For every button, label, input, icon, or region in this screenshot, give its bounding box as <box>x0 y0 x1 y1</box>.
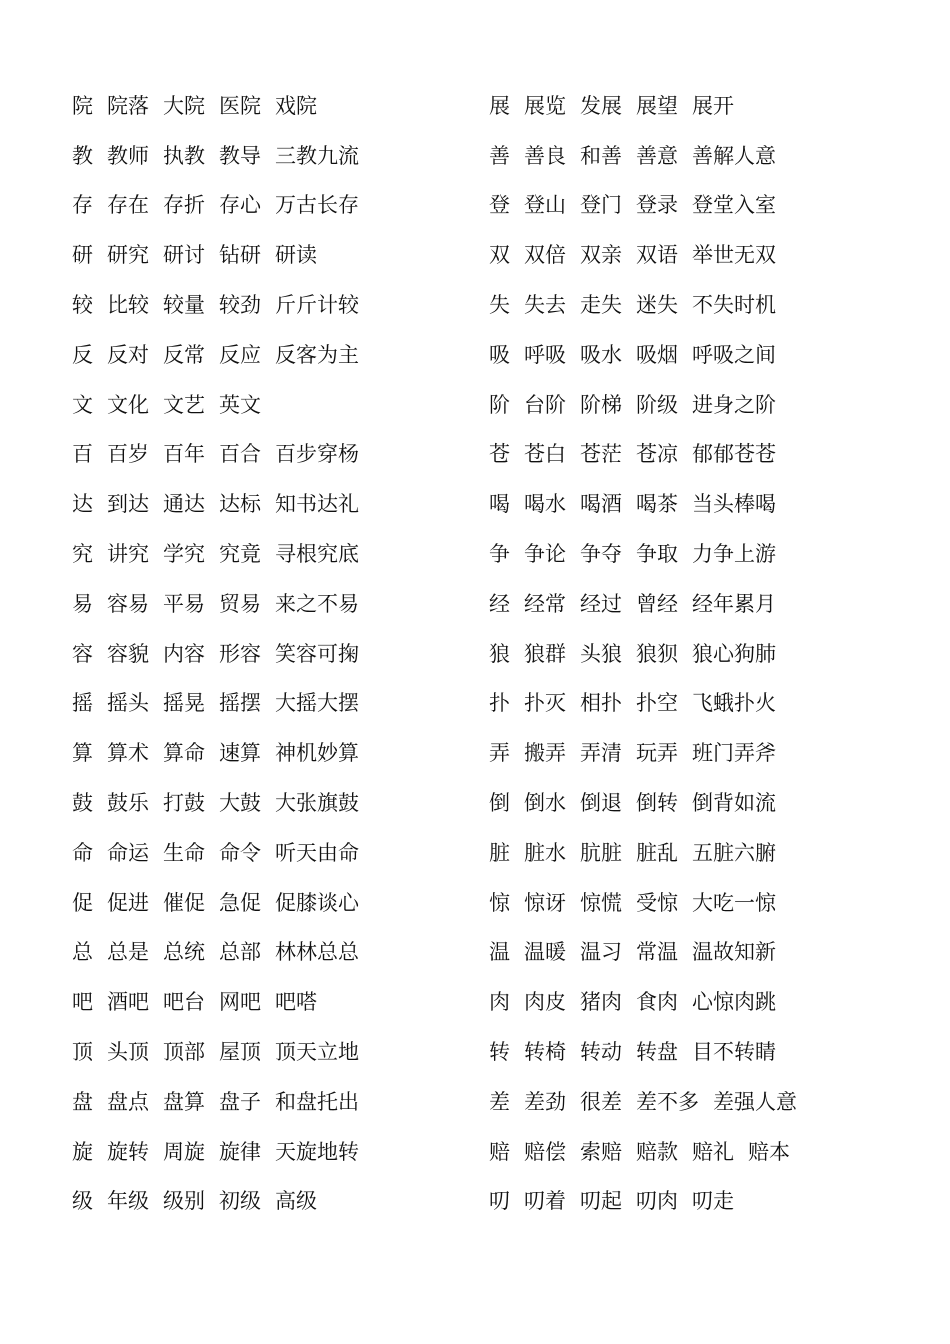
vocab-word: 寻根究底 <box>275 542 359 567</box>
vocab-row <box>489 229 811 279</box>
vocab-word: 展望 <box>636 93 678 118</box>
vocab-row <box>72 478 373 528</box>
vocab-word: 扑灭 <box>524 691 566 716</box>
head-character: 差 <box>489 1089 510 1114</box>
vocab-word: 倒水 <box>524 791 566 816</box>
vocab-word: 研讨 <box>163 243 205 268</box>
vocab-word: 形容 <box>219 641 261 666</box>
vocab-word: 双倍 <box>524 243 566 268</box>
vocab-word: 吸烟 <box>636 342 678 367</box>
vocab-word: 心惊肉跳 <box>692 990 776 1015</box>
vocab-row <box>72 1026 373 1076</box>
vocab-word: 学究 <box>163 542 205 567</box>
vocab-word: 容易 <box>107 591 149 616</box>
vocab-word: 善解人意 <box>692 143 776 168</box>
vocab-word: 脏乱 <box>636 840 678 865</box>
vocab-word: 鼓乐 <box>107 791 149 816</box>
vocab-word: 摇晃 <box>163 691 205 716</box>
vocab-row <box>489 1176 811 1226</box>
vocab-word: 百岁 <box>107 442 149 467</box>
vocab-word: 大张旗鼓 <box>275 791 359 816</box>
vocab-word: 文化 <box>107 392 149 417</box>
vocab-word: 级别 <box>163 1189 205 1214</box>
vocab-row <box>489 877 811 927</box>
vocab-word: 生命 <box>163 840 205 865</box>
vocab-word: 双亲 <box>580 243 622 268</box>
vocab-word: 百步穿杨 <box>275 442 359 467</box>
vocab-word: 惊慌 <box>580 890 622 915</box>
vocab-word: 钻研 <box>219 243 261 268</box>
head-character: 弄 <box>489 741 510 766</box>
vocab-word: 听天由命 <box>275 840 359 865</box>
vocab-word: 来之不易 <box>275 591 359 616</box>
right-column <box>489 80 811 1225</box>
vocab-row <box>72 578 373 628</box>
vocab-word: 平易 <box>163 591 205 616</box>
vocab-word: 促膝谈心 <box>275 890 359 915</box>
vocab-word: 狼狈 <box>636 641 678 666</box>
vocab-word: 反常 <box>163 342 205 367</box>
vocab-word: 登堂入室 <box>692 193 776 218</box>
head-character: 争 <box>489 542 510 567</box>
vocab-word: 登录 <box>636 193 678 218</box>
vocab-row <box>489 827 811 877</box>
vocab-word: 反客为主 <box>275 342 359 367</box>
vocab-word: 食肉 <box>636 990 678 1015</box>
head-character: 双 <box>489 243 510 268</box>
vocab-word: 曾经 <box>636 591 678 616</box>
vocab-word: 高级 <box>275 1189 317 1214</box>
vocab-word: 差不多 <box>636 1089 699 1114</box>
vocab-word: 初级 <box>219 1189 261 1214</box>
vocab-word: 发展 <box>580 93 622 118</box>
vocab-word: 猪肉 <box>580 990 622 1015</box>
vocab-word: 反应 <box>219 342 261 367</box>
vocab-row <box>489 379 811 429</box>
vocab-word: 常温 <box>636 940 678 965</box>
vocab-word: 执教 <box>163 143 205 168</box>
vocab-word: 脏水 <box>524 840 566 865</box>
vocab-word: 赔礼 <box>692 1139 734 1164</box>
head-character: 文 <box>72 392 93 417</box>
vocab-word: 贸易 <box>219 591 261 616</box>
head-character: 肉 <box>489 990 510 1015</box>
vocab-word: 温故知新 <box>692 940 776 965</box>
vocab-row <box>489 1026 811 1076</box>
vocab-word: 命令 <box>219 840 261 865</box>
vocab-word: 进身之阶 <box>692 392 776 417</box>
head-character: 登 <box>489 193 510 218</box>
vocab-row <box>489 180 811 230</box>
vocab-word: 教导 <box>219 143 261 168</box>
vocab-word: 盘子 <box>219 1089 261 1114</box>
vocab-word: 苍茫 <box>580 442 622 467</box>
vocab-row <box>72 976 373 1026</box>
head-character: 倒 <box>489 791 510 816</box>
head-character: 命 <box>72 840 93 865</box>
vocab-word: 惊讶 <box>524 890 566 915</box>
head-character: 经 <box>489 591 510 616</box>
head-character: 吧 <box>72 990 93 1015</box>
vocab-word: 叨起 <box>580 1189 622 1214</box>
vocab-word: 研读 <box>275 243 317 268</box>
vocab-word: 差劲 <box>524 1089 566 1114</box>
head-character: 院 <box>72 93 93 118</box>
vocab-word: 吸水 <box>580 342 622 367</box>
head-character: 究 <box>72 542 93 567</box>
head-character: 达 <box>72 492 93 517</box>
vocab-row <box>72 827 373 877</box>
vocab-word: 教师 <box>107 143 149 168</box>
vocab-word: 文艺 <box>163 392 205 417</box>
head-character: 阶 <box>489 392 510 417</box>
vocab-word: 万古长存 <box>275 193 359 218</box>
vocab-word: 转盘 <box>636 1040 678 1065</box>
vocab-row <box>72 678 373 728</box>
vocab-word: 急促 <box>219 890 261 915</box>
vocab-row <box>72 1126 373 1176</box>
head-character: 容 <box>72 641 93 666</box>
vocab-row <box>72 1076 373 1126</box>
vocab-word: 通达 <box>163 492 205 517</box>
vocab-word: 阶梯 <box>580 392 622 417</box>
head-character: 摇 <box>72 691 93 716</box>
vocab-row <box>489 678 811 728</box>
vocab-word: 存心 <box>219 193 261 218</box>
vocab-word: 医院 <box>219 93 261 118</box>
head-character: 级 <box>72 1189 93 1214</box>
vocab-word: 盘算 <box>163 1089 205 1114</box>
vocab-row <box>72 628 373 678</box>
head-character: 狼 <box>489 641 510 666</box>
vocab-word: 斤斤计较 <box>275 293 359 318</box>
vocab-word: 受惊 <box>636 890 678 915</box>
vocab-word: 屋顶 <box>219 1040 261 1065</box>
vocab-word: 登山 <box>524 193 566 218</box>
vocab-word: 温习 <box>580 940 622 965</box>
vocab-word: 总是 <box>107 940 149 965</box>
vocab-word: 速算 <box>219 741 261 766</box>
head-character: 吸 <box>489 342 510 367</box>
vocab-word: 飞蛾扑火 <box>692 691 776 716</box>
vocab-word: 研究 <box>107 243 149 268</box>
head-character: 鼓 <box>72 791 93 816</box>
vocab-row <box>489 429 811 479</box>
head-character: 扑 <box>489 691 510 716</box>
vocab-word: 总部 <box>219 940 261 965</box>
vocab-row <box>489 727 811 777</box>
vocab-word: 赔偿 <box>524 1139 566 1164</box>
vocab-word: 反对 <box>107 342 149 367</box>
vocab-word: 比较 <box>107 293 149 318</box>
vocab-word: 争夺 <box>580 542 622 567</box>
vocab-word: 大吃一惊 <box>692 890 776 915</box>
vocab-word: 倒背如流 <box>692 791 776 816</box>
vocab-row <box>72 130 373 180</box>
vocab-row <box>489 80 811 130</box>
head-character: 苍 <box>489 442 510 467</box>
vocab-word: 打鼓 <box>163 791 205 816</box>
vocab-word: 神机妙算 <box>275 741 359 766</box>
head-character: 较 <box>72 293 93 318</box>
vocab-word: 索赔 <box>580 1139 622 1164</box>
vocab-word: 和善 <box>580 143 622 168</box>
vocab-word: 吧台 <box>163 990 205 1015</box>
vocab-word: 狼群 <box>524 641 566 666</box>
vocab-row <box>489 279 811 329</box>
vocab-word: 赔款 <box>636 1139 678 1164</box>
vocab-word: 转动 <box>580 1040 622 1065</box>
vocab-word: 容貌 <box>107 641 149 666</box>
vocab-row <box>489 578 811 628</box>
vocab-word: 善意 <box>636 143 678 168</box>
vocab-word: 失去 <box>524 293 566 318</box>
vocab-word: 倒退 <box>580 791 622 816</box>
vocab-row <box>72 777 373 827</box>
vocab-word: 头顶 <box>107 1040 149 1065</box>
head-character: 旋 <box>72 1139 93 1164</box>
vocab-word: 年级 <box>107 1189 149 1214</box>
vocab-word: 展览 <box>524 93 566 118</box>
vocab-row <box>72 229 373 279</box>
vocab-word: 扑空 <box>636 691 678 716</box>
vocab-word: 叨肉 <box>636 1189 678 1214</box>
vocab-word: 催促 <box>163 890 205 915</box>
vocab-row <box>72 279 373 329</box>
head-character: 展 <box>489 93 510 118</box>
head-character: 盘 <box>72 1089 93 1114</box>
vocab-row <box>72 329 373 379</box>
vocab-word: 摇摆 <box>219 691 261 716</box>
vocab-row <box>489 329 811 379</box>
vocab-row <box>72 379 373 429</box>
vocab-word: 头狼 <box>580 641 622 666</box>
vocab-word: 相扑 <box>580 691 622 716</box>
vocab-word: 顶部 <box>163 1040 205 1065</box>
head-character: 善 <box>489 143 510 168</box>
head-character: 反 <box>72 342 93 367</box>
head-character: 教 <box>72 143 93 168</box>
head-character: 存 <box>72 193 93 218</box>
head-character: 脏 <box>489 840 510 865</box>
vocab-row <box>72 877 373 927</box>
vocab-word: 阶级 <box>636 392 678 417</box>
vocab-row <box>489 976 811 1026</box>
vocab-word: 举世无双 <box>692 243 776 268</box>
head-character: 赔 <box>489 1139 510 1164</box>
vocab-word: 双语 <box>636 243 678 268</box>
vocab-word: 天旋地转 <box>275 1139 359 1164</box>
vocab-word: 力争上游 <box>692 542 776 567</box>
head-character: 易 <box>72 591 93 616</box>
head-character: 顶 <box>72 1040 93 1065</box>
vocab-row <box>72 528 373 578</box>
vocab-word: 狼心狗肺 <box>692 641 776 666</box>
vocab-word: 吧嗒 <box>275 990 317 1015</box>
vocab-word: 肉皮 <box>524 990 566 1015</box>
vocab-word: 英文 <box>219 392 261 417</box>
vocab-word: 迷失 <box>636 293 678 318</box>
vocab-word: 林林总总 <box>275 940 359 965</box>
vocab-word: 较量 <box>163 293 205 318</box>
vocab-word: 喝水 <box>524 492 566 517</box>
vocab-word: 院落 <box>107 93 149 118</box>
vocab-word: 展开 <box>692 93 734 118</box>
vocab-word: 弄清 <box>580 741 622 766</box>
vocab-word: 叨着 <box>524 1189 566 1214</box>
vocab-word: 讲究 <box>107 542 149 567</box>
head-character: 总 <box>72 940 93 965</box>
vocab-word: 戏院 <box>275 93 317 118</box>
vocab-row <box>489 528 811 578</box>
vocab-word: 很差 <box>580 1089 622 1114</box>
vocab-word: 玩弄 <box>636 741 678 766</box>
vocab-row <box>72 429 373 479</box>
vocab-word: 经常 <box>524 591 566 616</box>
head-character: 温 <box>489 940 510 965</box>
vocab-word: 达标 <box>219 492 261 517</box>
vocab-word: 总统 <box>163 940 205 965</box>
vocab-word: 争取 <box>636 542 678 567</box>
vocab-word: 差强人意 <box>713 1089 797 1114</box>
head-character: 转 <box>489 1040 510 1065</box>
vocab-word: 酒吧 <box>107 990 149 1015</box>
vocab-row <box>489 927 811 977</box>
vocab-word: 善良 <box>524 143 566 168</box>
vocab-word: 呼吸 <box>524 342 566 367</box>
head-character: 百 <box>72 442 93 467</box>
vocab-word: 苍白 <box>524 442 566 467</box>
vocab-word: 知书达礼 <box>275 492 359 517</box>
vocab-word: 喝酒 <box>580 492 622 517</box>
vocab-word: 顶天立地 <box>275 1040 359 1065</box>
vocab-word: 算命 <box>163 741 205 766</box>
head-character: 算 <box>72 741 93 766</box>
vocab-row <box>72 927 373 977</box>
vocab-word: 大院 <box>163 93 205 118</box>
vocab-word: 内容 <box>163 641 205 666</box>
vocab-word: 百合 <box>219 442 261 467</box>
vocab-word: 搬弄 <box>524 741 566 766</box>
vocab-word: 当头棒喝 <box>692 492 776 517</box>
vocab-word: 喝茶 <box>636 492 678 517</box>
vocab-word: 存折 <box>163 193 205 218</box>
head-character: 惊 <box>489 890 510 915</box>
vocab-word: 旋律 <box>219 1139 261 1164</box>
head-character: 研 <box>72 243 93 268</box>
vocab-word: 登门 <box>580 193 622 218</box>
vocab-row <box>489 628 811 678</box>
vocab-word: 网吧 <box>219 990 261 1015</box>
vocab-word: 苍凉 <box>636 442 678 467</box>
vocab-row <box>489 777 811 827</box>
vocab-word: 赔本 <box>748 1139 790 1164</box>
vocab-word: 到达 <box>107 492 149 517</box>
vocab-word: 转椅 <box>524 1040 566 1065</box>
vocab-word: 目不转睛 <box>692 1040 776 1065</box>
vocab-word: 盘点 <box>107 1089 149 1114</box>
head-character: 促 <box>72 890 93 915</box>
vocab-word: 肮脏 <box>580 840 622 865</box>
vocab-word: 三教九流 <box>275 143 359 168</box>
left-column <box>72 80 373 1225</box>
vocab-word: 和盘托出 <box>275 1089 359 1114</box>
vocab-word: 五脏六腑 <box>692 840 776 865</box>
vocab-word: 郁郁苍苍 <box>692 442 776 467</box>
vocab-word: 温暖 <box>524 940 566 965</box>
vocab-word: 周旋 <box>163 1139 205 1164</box>
vocab-row <box>489 1126 811 1176</box>
vocab-word: 摇头 <box>107 691 149 716</box>
vocab-word: 不失时机 <box>692 293 776 318</box>
vocab-word: 较劲 <box>219 293 261 318</box>
vocab-word: 叨走 <box>692 1189 734 1214</box>
vocab-word: 大摇大摆 <box>275 691 359 716</box>
vocab-word: 倒转 <box>636 791 678 816</box>
vocab-word: 究竟 <box>219 542 261 567</box>
vocab-row <box>72 80 373 130</box>
vocab-row <box>489 130 811 180</box>
vocab-word: 大鼓 <box>219 791 261 816</box>
vocab-word: 呼吸之间 <box>692 342 776 367</box>
vocab-row <box>72 727 373 777</box>
vocab-row <box>489 478 811 528</box>
head-character: 喝 <box>489 492 510 517</box>
vocab-word: 经年累月 <box>692 591 776 616</box>
vocab-word: 经过 <box>580 591 622 616</box>
vocab-row <box>72 180 373 230</box>
head-character: 失 <box>489 293 510 318</box>
vocab-word: 百年 <box>163 442 205 467</box>
vocab-word: 笑容可掬 <box>275 641 359 666</box>
vocab-word: 促进 <box>107 890 149 915</box>
vocab-word: 争论 <box>524 542 566 567</box>
head-character: 叨 <box>489 1189 510 1214</box>
vocab-word: 台阶 <box>524 392 566 417</box>
vocab-word: 班门弄斧 <box>692 741 776 766</box>
vocab-row <box>489 1076 811 1126</box>
vocab-word: 旋转 <box>107 1139 149 1164</box>
vocab-row <box>72 1176 373 1226</box>
vocab-word: 命运 <box>107 840 149 865</box>
vocab-word: 算术 <box>107 741 149 766</box>
vocab-word: 存在 <box>107 193 149 218</box>
vocab-word: 走失 <box>580 293 622 318</box>
